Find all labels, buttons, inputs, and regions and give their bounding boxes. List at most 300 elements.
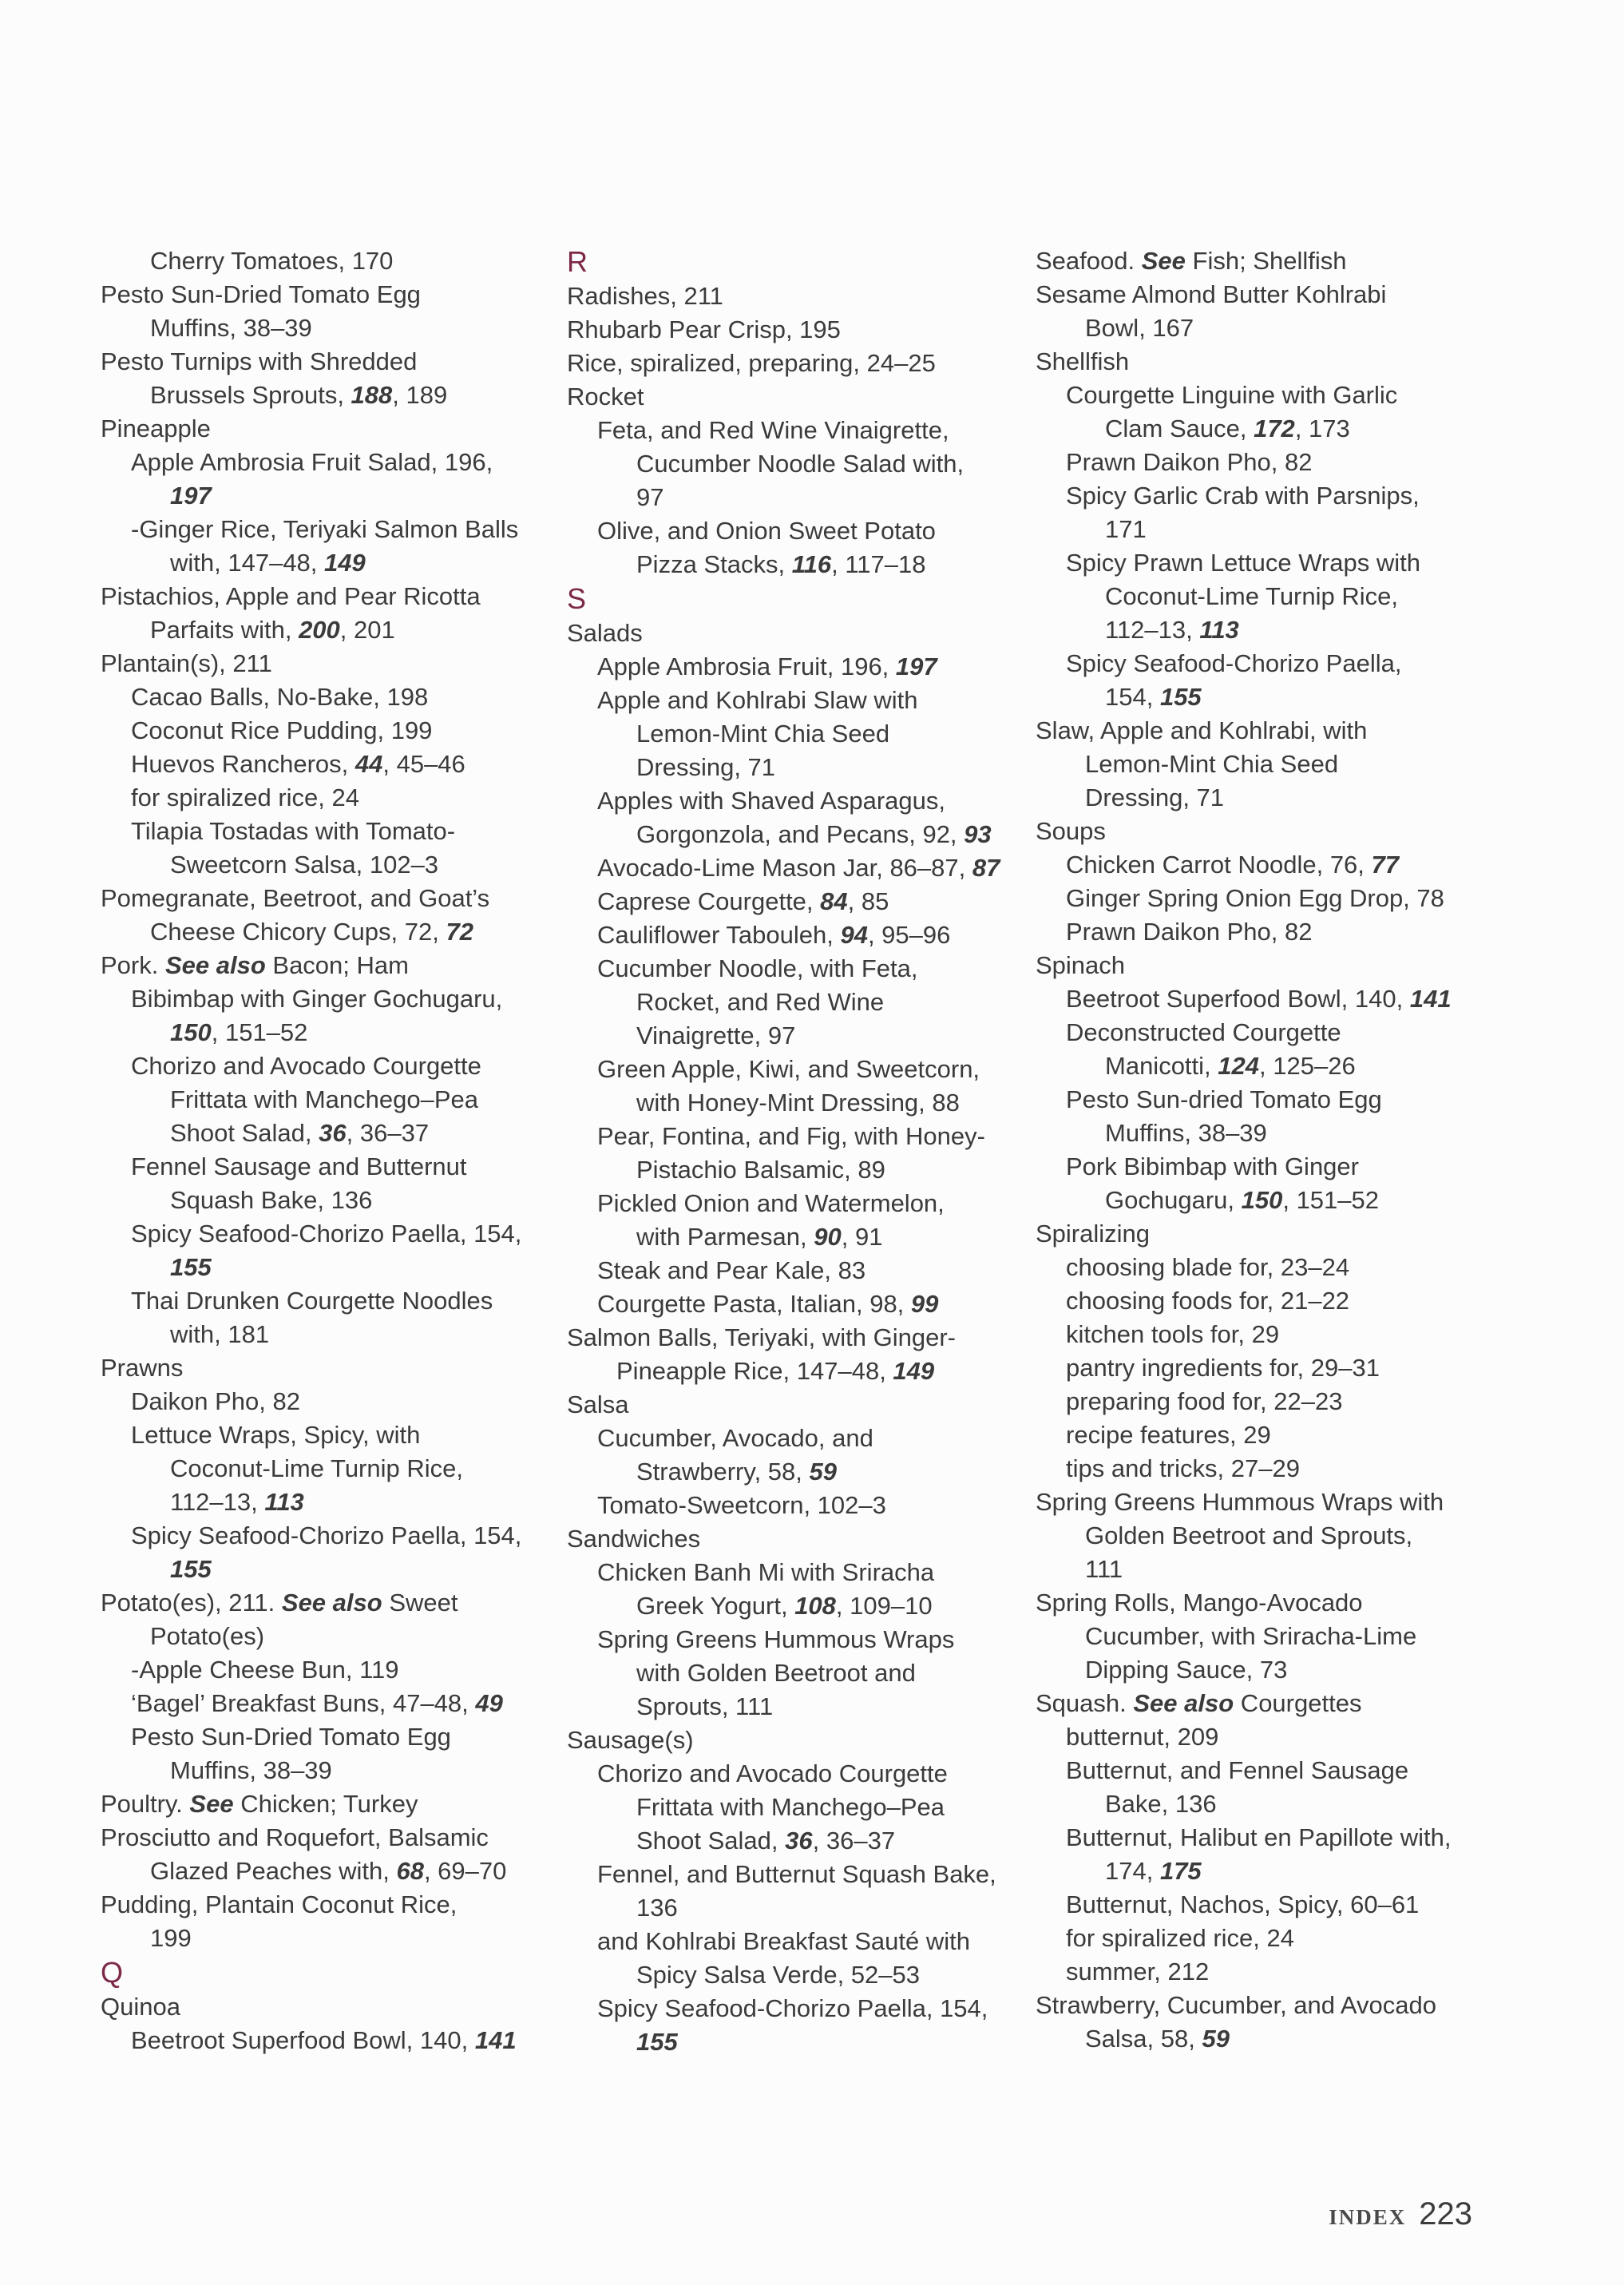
entry-text: Rocket (567, 383, 644, 411)
index-entry (1036, 714, 1483, 748)
index-entry (1036, 915, 1483, 949)
entry-text: with, 181 (170, 1320, 270, 1348)
index-entry (567, 1958, 1014, 1992)
index-entry (567, 717, 1014, 751)
entry-text: Tilapia Tostadas with Tomato- (131, 817, 456, 845)
entry-text: Prawns (101, 1354, 184, 1382)
entry-text: Fennel, and Butternut Squash Bake, (597, 1860, 996, 1888)
index-entry (567, 1187, 1014, 1220)
page-ref-italic: 36 (785, 1827, 813, 1855)
index-entry (1036, 1083, 1483, 1117)
entry-text: butternut, 209 (1066, 1723, 1219, 1751)
entry-text: Chorizo and Avocado Courgette (131, 1052, 481, 1080)
page-ref-italic: 188 (351, 381, 393, 409)
page-ref-italic: 77 (1371, 851, 1400, 879)
index-entry (101, 580, 524, 613)
entry-text: Manicotti, (1105, 1052, 1218, 1080)
entry-text: for spiralized rice, 24 (131, 783, 360, 811)
entry-text-after: , 151–52 (1282, 1186, 1380, 1214)
entry-text: Pesto Sun-dried Tomato Egg (1066, 1085, 1382, 1113)
index-entry (567, 280, 1014, 313)
entry-text: Sausage(s) (567, 1726, 694, 1754)
index-entry (567, 1120, 1014, 1153)
entry-text: recipe features, 29 (1066, 1421, 1271, 1449)
index-entry (1036, 848, 1483, 882)
index-entry (1036, 1553, 1483, 1586)
index-entry (101, 882, 524, 915)
index-entry (1036, 748, 1483, 781)
entry-text: Spring Greens Hummous Wraps (597, 1625, 955, 1653)
index-entry (101, 1687, 524, 1720)
entry-text: with, 147–48, (170, 549, 325, 577)
entry-text: 111 (1085, 1555, 1123, 1583)
index-entry (101, 1452, 524, 1486)
index-entry (1036, 1251, 1483, 1284)
entry-text: Squash Bake, 136 (170, 1186, 373, 1214)
index-entry (567, 1623, 1014, 1656)
entry-text: Sprouts, 111 (636, 1692, 774, 1720)
entry-text-after: , 109–10 (835, 1592, 933, 1620)
entry-text: Apples with Shaved Asparagus, (597, 787, 945, 815)
index-entry (101, 680, 524, 714)
entry-text: Thai Drunken Courgette Noodles (131, 1287, 493, 1315)
entry-text: 154, (1105, 683, 1160, 711)
page-ref-italic: 90 (814, 1223, 842, 1251)
entry-text: Cacao Balls, No-Bake, 198 (131, 683, 429, 711)
entry-text: Dressing, 71 (636, 753, 776, 781)
index-entry (101, 2024, 524, 2057)
entry-text: Brussels Sprouts, (150, 381, 351, 409)
index-entry (101, 647, 524, 680)
entry-text: ‘Bagel’ Breakfast Buns, 47–48, (131, 1689, 476, 1717)
entry-text: Pistachio Balsamic, 89 (636, 1156, 885, 1184)
index-entry (1036, 412, 1483, 446)
index-entry (1036, 1452, 1483, 1486)
entry-text: 171 (1105, 515, 1147, 543)
index-entry (1036, 1016, 1483, 1049)
entry-text: -Apple Cheese Bun, 119 (131, 1656, 399, 1684)
index-entry (1036, 680, 1483, 714)
entry-text: Quinoa (101, 1993, 180, 2021)
index-entry (567, 1757, 1014, 1791)
index-entry (567, 986, 1014, 1019)
index-column-3 (1036, 244, 1483, 2056)
page-ref-italic: 155 (170, 1555, 212, 1583)
entry-text: Spicy Prawn Lettuce Wraps with (1066, 549, 1420, 577)
index-entry (567, 1724, 1014, 1757)
page-ref-italic: 155 (170, 1253, 212, 1281)
entry-text: Chicken Carrot Noodle, 76, (1066, 851, 1372, 879)
index-entry (567, 1992, 1014, 2025)
index-entry (567, 347, 1014, 380)
index-entry (1036, 379, 1483, 412)
index-entry (567, 1254, 1014, 1287)
page-ref-italic: 200 (299, 616, 340, 644)
index-entry (101, 1990, 524, 2024)
page-ref-italic: 84 (820, 887, 848, 915)
entry-text: 199 (150, 1924, 192, 1952)
index-entry (1036, 1284, 1483, 1318)
entry-text: 97 (636, 483, 664, 511)
entry-text-after: Bacon; Ham (265, 951, 409, 979)
entry-text-after: , 91 (841, 1223, 883, 1251)
index-entry (567, 1019, 1014, 1053)
entry-text: Frittata with Manchego–Pea (636, 1793, 945, 1821)
index-entry (1036, 446, 1483, 479)
index-entry (567, 447, 1014, 481)
index-entry (567, 851, 1014, 885)
see-also-text: See (189, 1790, 234, 1818)
index-entry (567, 885, 1014, 918)
entry-text: -Ginger Rice, Teriyaki Salmon Balls (131, 515, 519, 543)
entry-text: Salads (567, 619, 643, 647)
entry-text: Parfaits with, (150, 616, 299, 644)
entry-text: Daikon Pho, 82 (131, 1387, 300, 1415)
entry-text-after: Sweet (382, 1589, 458, 1617)
page-number: 223 (1419, 2196, 1472, 2231)
page-ref-italic: 68 (396, 1857, 424, 1885)
page-ref-italic: 113 (264, 1488, 304, 1516)
entry-text: Prosciutto and Roquefort, Balsamic (101, 1823, 489, 1851)
entry-text: Feta, and Red Wine Vinaigrette, (597, 416, 949, 444)
index-entry (101, 1385, 524, 1418)
entry-text: Deconstructed Courgette (1066, 1018, 1341, 1046)
index-entry (1036, 1150, 1483, 1184)
index-entry (101, 1284, 524, 1318)
index-entry (101, 1888, 524, 1922)
entry-text: Lemon-Mint Chia Seed (636, 720, 890, 748)
entry-text: Pork Bibimbap with Ginger (1066, 1152, 1359, 1180)
entry-text: Rice, spiralized, preparing, 24–25 (567, 349, 936, 377)
index-entry (1036, 311, 1483, 345)
index-entry (101, 982, 524, 1016)
entry-text: Spicy Seafood-Chorizo Paella, (1066, 649, 1402, 677)
entry-text: Cucumber, Avocado, and (597, 1424, 873, 1452)
index-entry (101, 446, 524, 479)
index-entry (1036, 1184, 1483, 1217)
index-entry (1036, 278, 1483, 311)
entry-text: Salmon Balls, Teriyaki, with Ginger- (567, 1323, 956, 1351)
index-entry (1036, 1117, 1483, 1150)
entry-text: with Golden Beetroot and (636, 1659, 916, 1687)
page-ref-italic: 108 (794, 1592, 836, 1620)
index-entry (567, 1858, 1014, 1891)
entry-text: Spring Rolls, Mango-Avocado (1036, 1589, 1363, 1617)
page-ref-italic: 49 (475, 1689, 503, 1717)
entry-text: Pork. (101, 951, 165, 979)
entry-text: tips and tricks, 27–29 (1066, 1454, 1300, 1482)
index-entry (101, 1016, 524, 1049)
index-entry (567, 1388, 1014, 1422)
index-entry (101, 546, 524, 580)
entry-text: Green Apple, Kiwi, and Sweetcorn, (597, 1055, 980, 1083)
entry-text: Apple Ambrosia Fruit, 196, (597, 653, 896, 680)
index-entry (567, 1422, 1014, 1455)
entry-text: with Honey-Mint Dressing, 88 (636, 1089, 960, 1117)
index-entry (101, 1922, 524, 1955)
page-ref-italic: 155 (1159, 683, 1202, 711)
index-entry (101, 1184, 524, 1217)
index-entry (1036, 1049, 1483, 1083)
page-ref-italic: 149 (324, 549, 366, 577)
see-also-text: See (1141, 247, 1186, 275)
entry-text: Salsa, 58, (1085, 2025, 1202, 2053)
entry-text: Prawn Daikon Pho, 82 (1066, 448, 1313, 476)
page-ref-italic: 150 (1241, 1186, 1283, 1214)
index-entry (1036, 1687, 1483, 1720)
entry-text: Bake, 136 (1105, 1790, 1217, 1818)
index-entry (101, 1620, 524, 1653)
index-entry (1036, 1989, 1483, 2022)
index-entry (101, 1519, 524, 1553)
entry-text: Pineapple (101, 415, 211, 442)
entry-text: Coconut-Lime Turnip Rice, (1105, 582, 1398, 610)
index-entry (567, 1321, 1014, 1355)
index-entry (1036, 1720, 1483, 1754)
entry-text: Spinach (1036, 951, 1126, 979)
index-entry (1036, 1855, 1483, 1888)
entry-text: Squash. (1036, 1689, 1134, 1717)
entry-text: Gochugaru, (1105, 1186, 1242, 1214)
index-entry (567, 1925, 1014, 1958)
index-entry (101, 848, 524, 882)
index-entry (101, 1821, 524, 1855)
entry-text: Butternut, Halibut en Papillote with, (1066, 1823, 1452, 1851)
index-entry (101, 1083, 524, 1117)
index-entry (567, 414, 1014, 447)
index-entry (1036, 647, 1483, 680)
index-column-2 (567, 244, 1014, 2059)
page-ref-italic: 141 (1409, 985, 1452, 1013)
index-entry (101, 1653, 524, 1687)
index-entry (1036, 1955, 1483, 1989)
page-ref-italic: 116 (791, 550, 832, 578)
entry-text: Fennel Sausage and Butternut (131, 1152, 467, 1180)
entry-text: choosing blade for, 23–24 (1066, 1253, 1350, 1281)
entry-text: Lettuce Wraps, Spicy, with (131, 1421, 421, 1449)
entry-text: Strawberry, 58, (636, 1458, 810, 1486)
entry-text: 136 (636, 1894, 678, 1922)
index-entry (1036, 1351, 1483, 1385)
index-entry (567, 1220, 1014, 1254)
entry-text: Sesame Almond Butter Kohlrabi (1036, 280, 1387, 308)
entry-text: Olive, and Onion Sweet Potato (597, 517, 936, 545)
entry-text-after: , 95–96 (867, 921, 951, 949)
index-entry (567, 1153, 1014, 1187)
entry-text: Beetroot Superfood Bowl, 140, (1066, 985, 1410, 1013)
entry-text: Lemon-Mint Chia Seed (1085, 750, 1339, 778)
entry-text-after: Chicken; Turkey (233, 1790, 418, 1818)
entry-text: Chicken Banh Mi with Sriracha (597, 1558, 935, 1586)
entry-text: Cucumber, with Sriracha-Lime (1085, 1622, 1417, 1650)
index-entry (567, 952, 1014, 986)
entry-text: Gorgonzola, and Pecans, 92, (636, 820, 964, 848)
entry-text: Pudding, Plantain Coconut Rice, (101, 1890, 457, 1918)
page-ref-italic: 72 (446, 918, 473, 946)
entry-text: Pickled Onion and Watermelon, (597, 1189, 945, 1217)
page-ref-italic: 197 (895, 653, 937, 680)
entry-text: Dressing, 71 (1085, 783, 1225, 811)
entry-text: Shoot Salad, (636, 1827, 786, 1855)
index-entry (567, 1891, 1014, 1925)
entry-text: Glazed Peaches with, (150, 1857, 397, 1885)
entry-text: kitchen tools for, 29 (1066, 1320, 1280, 1348)
entry-text-after: , 201 (339, 616, 395, 644)
index-entry (101, 714, 524, 748)
index-entry (567, 1053, 1014, 1086)
page-ref-italic: 59 (809, 1458, 837, 1486)
page-ref-italic: 94 (840, 921, 868, 949)
index-entry (1036, 513, 1483, 546)
index-entry (567, 380, 1014, 414)
index-entry (567, 1086, 1014, 1120)
index-entry (101, 311, 524, 345)
page-ref-italic: 99 (910, 1290, 939, 1318)
index-entry (567, 1556, 1014, 1589)
entry-text: Spring Greens Hummous Wraps with (1036, 1488, 1444, 1516)
index-entry (101, 949, 524, 982)
index-entry (567, 481, 1014, 514)
index-entry (1036, 1385, 1483, 1418)
entry-text: for spiralized rice, 24 (1066, 1924, 1295, 1952)
index-entry (567, 1455, 1014, 1489)
entry-text: 174, (1105, 1857, 1160, 1885)
entry-text: Muffins, 38–39 (170, 1756, 332, 1784)
entry-text: Radishes, 211 (567, 282, 723, 310)
index-entry (567, 1355, 1014, 1388)
index-entry (101, 1318, 524, 1351)
entry-text: Vinaigrette, 97 (636, 1022, 796, 1049)
entry-text: Cucumber Noodle, with Feta, (597, 954, 918, 982)
entry-text: choosing foods for, 21–22 (1066, 1287, 1350, 1315)
index-entry (567, 1522, 1014, 1556)
entry-text: Bibimbap with Ginger Gochugaru, (131, 985, 503, 1013)
index-entry (567, 2025, 1014, 2059)
entry-text-after: , 125–26 (1259, 1052, 1356, 1080)
entry-text: Cherry Tomatoes, 170 (150, 247, 394, 275)
entry-text-after: , 69–70 (423, 1857, 507, 1885)
index-entry (1036, 1787, 1483, 1821)
entry-text-after: , 36–37 (346, 1119, 430, 1147)
entry-text: Bowl, 167 (1085, 314, 1194, 342)
entry-text: Pomegranate, Beetroot, and Goat’s (101, 884, 490, 912)
page-ref-italic: 149 (893, 1357, 935, 1385)
page-ref-italic: 175 (1159, 1857, 1202, 1885)
entry-text: Butternut, and Fennel Sausage (1066, 1756, 1409, 1784)
index-entry (101, 1351, 524, 1385)
index-entry (1036, 1586, 1483, 1620)
page-ref-italic: 172 (1254, 415, 1295, 442)
index-entry (567, 514, 1014, 548)
index-entry (101, 1217, 524, 1251)
entry-text: Avocado-Lime Mason Jar, 86–87, (597, 854, 972, 882)
index-entry (1036, 982, 1483, 1016)
index-entry (101, 1586, 524, 1620)
index-entry (1036, 1620, 1483, 1653)
index-entry (1036, 815, 1483, 848)
index-entry (567, 617, 1014, 650)
index-entry (101, 379, 524, 412)
index-entry (101, 915, 524, 949)
entry-text: Beetroot Superfood Bowl, 140, (131, 2026, 475, 2054)
entry-text: pantry ingredients for, 29–31 (1066, 1354, 1380, 1382)
entry-text-after: , 173 (1294, 415, 1350, 442)
index-letter-heading: Q (101, 1956, 124, 1989)
index-entry (101, 1486, 524, 1519)
page-footer (1329, 2196, 1472, 2232)
entry-text: Coconut Rice Pudding, 199 (131, 716, 433, 744)
index-entry (567, 548, 1014, 581)
index-entry (1036, 949, 1483, 982)
entry-text: Sandwiches (567, 1525, 701, 1553)
index-entry (1036, 1519, 1483, 1553)
entry-text: Pizza Stacks, (636, 550, 792, 578)
entry-text: Caprese Courgette, (597, 887, 821, 915)
entry-text: Potato(es), 211. (101, 1589, 282, 1617)
entry-text: Ginger Spring Onion Egg Drop, 78 (1066, 884, 1444, 912)
entry-text: Cheese Chicory Cups, 72, (150, 918, 446, 946)
index-entry (1036, 1888, 1483, 1922)
entry-text: Pear, Fontina, and Fig, with Honey- (597, 1122, 985, 1150)
index-entry (101, 1754, 524, 1787)
entry-text: Golden Beetroot and Sprouts, (1085, 1521, 1413, 1549)
index-entry (1036, 1754, 1483, 1787)
index-entry (1036, 546, 1483, 580)
see-also-text: See also (164, 951, 266, 979)
entry-text: Steak and Pear Kale, 83 (597, 1256, 866, 1284)
entry-text: Spicy Seafood-Chorizo Paella, 154, (597, 1994, 988, 2022)
page-ref-italic: 150 (170, 1018, 212, 1046)
entry-text: Pineapple Rice, 147–48, (616, 1357, 893, 1385)
entry-text: Slaw, Apple and Kohlrabi, with (1036, 716, 1368, 744)
entry-text: Cauliflower Tabouleh, (597, 921, 841, 949)
entry-text: Spicy Seafood-Chorizo Paella, 154, (131, 1521, 522, 1549)
entry-text-after: , 36–37 (812, 1827, 896, 1855)
index-entry (567, 313, 1014, 347)
index-entry (1036, 2022, 1483, 2056)
entry-text: Clam Sauce, (1105, 415, 1254, 442)
entry-text: Coconut-Lime Turnip Rice, (170, 1454, 463, 1482)
index-entry (101, 1049, 524, 1083)
index-entry (1036, 1653, 1483, 1687)
entry-text-after: , 45–46 (382, 750, 465, 778)
entry-text: 112–13, (1105, 616, 1200, 644)
index-letter-heading: S (567, 582, 587, 615)
entry-text: Sweetcorn Salsa, 102–3 (170, 851, 439, 879)
entry-text: Spicy Salsa Verde, 52–53 (636, 1961, 921, 1989)
entry-text: Salsa (567, 1390, 629, 1418)
index-entry (101, 1855, 524, 1888)
index-entry (567, 684, 1014, 717)
entry-text-after: , 151–52 (211, 1018, 308, 1046)
entry-text: with Parmesan, (636, 1223, 814, 1251)
see-also-text: See also (1133, 1689, 1234, 1717)
entry-text: Huevos Rancheros, (131, 750, 355, 778)
index-entry (1036, 1486, 1483, 1519)
entry-text: Greek Yogurt, (636, 1592, 795, 1620)
entry-text: Dipping Sauce, 73 (1085, 1656, 1288, 1684)
entry-text: Butternut, Nachos, Spicy, 60–61 (1066, 1890, 1420, 1918)
entry-text: Spicy Garlic Crab with Parsnips, (1066, 482, 1420, 510)
index-entry (1036, 1821, 1483, 1855)
index-entry (1036, 479, 1483, 513)
index-entry (1036, 613, 1483, 647)
entry-text: Shoot Salad, (170, 1119, 319, 1147)
index-entry (101, 748, 524, 781)
entry-text: Strawberry, Cucumber, and Avocado (1036, 1991, 1437, 2019)
index-column-1 (101, 244, 524, 2057)
index-entry (1036, 1217, 1483, 1251)
